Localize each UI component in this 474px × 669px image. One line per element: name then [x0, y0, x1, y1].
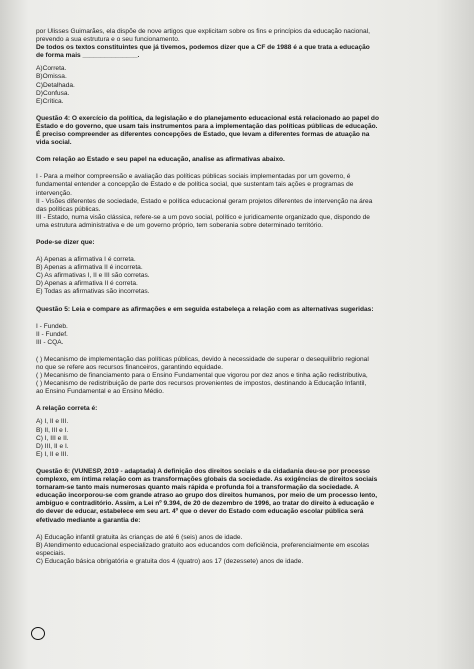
q4-option-a: A) Apenas a afirmativa I é correta. — [36, 256, 136, 264]
q3-option-c: C) Detalhada. — [36, 81, 75, 89]
q5-list-item: III - CQA. — [36, 338, 64, 346]
q5-item: ( ) Mecanismo de implementação das políticas públicas, devido à necessidade de superar o desequilíbrio regional — [36, 355, 369, 363]
q6-line: ambíguo e contraditório. Assim, a Lei nº 9.394, de 20 de dezembro de 1996, ao tratar do direito à educação e — [36, 500, 375, 508]
q3-option-b: B) Omissa. — [36, 73, 67, 81]
q6-option-b: B) Atendimento educacional especializado gratuito aos educandos com deficiência, preferencialmente em escolas — [36, 541, 370, 549]
q3-statement: De todos os textos constituintes que já tivemos, podemos dizer que a CF de 1988 é a que trata a educação — [36, 44, 370, 52]
q3-statement-2: de forma mais _______________. — [36, 52, 140, 60]
q5-option-e: E) I, II e III. — [36, 450, 69, 458]
q5-list-item: I - Fundeb. — [36, 322, 68, 330]
q5-option-d: D) III, II e I. — [36, 442, 69, 450]
q5-ask: A relação correta é: — [36, 405, 98, 413]
q5-list-item: II - Fundef. — [36, 330, 68, 338]
q5-option-c: C) I, III e II. — [36, 434, 69, 442]
q4-line-4: vida social. — [36, 139, 72, 147]
q4-line-2: Estado e do governo, que usam tais instrumentos para a implementação das políticas públicas de educação. — [36, 122, 378, 130]
q4-prompt: Com relação ao Estado e seu papel na educação, analise as afirmativas abaixo. — [36, 156, 285, 164]
q5-option-a: A) I, II e III. — [36, 418, 69, 426]
q4-item: uma estrutura administrativa e de um governo próprio, tem soberania sobre determinado território. — [36, 221, 323, 229]
q6-line: tornaram-se tanto mais numerosas quanto mais rápida e profunda foi a transformação da sociedade. A — [36, 484, 359, 492]
handwritten-circle-mark — [31, 627, 45, 640]
q3-option-a: A) Correta. — [36, 65, 67, 73]
q6-option-a: A) Educação infantil gratuita às crianças de até 6 (seis) anos de idade. — [36, 533, 243, 541]
q6-title: Questão 6: (VUNESP, 2019 - adaptada) A definição dos direitos sociais e da cidadania deu-se por processo — [36, 467, 370, 475]
q6-line: educação incorporou-se com grande atraso ao grupo dos direitos humanos, por meio de um processo lento, — [36, 492, 378, 500]
document-body — [36, 28, 456, 566]
q6-line: do dever de educar, estabelece em seu art. 4º que o dever do Estado com educação escolar pública será — [36, 508, 364, 516]
q4-item: fundamental entender a concepção de Estado e de política social, que sustentam tais ações e programas de — [36, 181, 354, 189]
q5-option-b: B) II, III e I. — [36, 426, 69, 434]
q4-option-d: D) Apenas a afirmativa II é correta. — [36, 280, 138, 288]
q4-item: II - Visões diferentes de sociedade, Estado e política educacional geram projetos diferentes de intervenção na área — [36, 197, 373, 205]
q4-item: I - Para a melhor compreensão e avaliação das políticas públicas sociais implementadas por um governo, é — [36, 173, 351, 181]
q6-line: efetivado mediante a garantia de: — [36, 516, 141, 524]
q4-line-3: É preciso compreender as diferentes concepções de Estado, que levam a diferentes formas de atuação na — [36, 131, 370, 139]
q5-item: ao Ensino Fundamental e ao Ensino Médio. — [36, 388, 164, 396]
q3-option-e: E) Crítica. — [36, 97, 64, 105]
intro-line-2: prevendo a sua estrutura e o seu funcionamento. — [36, 36, 180, 44]
q6-option-c: C) Educação básica obrigatória e gratuita dos 4 (quatro) aos 17 (dezessete) anos de idade. — [36, 557, 304, 565]
q5-title: Questão 5: Leia e compare as afirmações e em seguida estabeleça a relação com as alternativas sugeridas: — [36, 305, 374, 313]
q4-item: III - Estado, numa visão clássica, refere-se a um povo social, político e juridicamente organizado que, dispondo de — [36, 213, 370, 221]
q4-item: intervenção. — [36, 189, 72, 197]
q4-title: Questão 4: O exercício da política, da legislação e do planejamento educacional está relacionado ao papel do — [36, 114, 379, 122]
intro-line-1: por Ulisses Guimarães, ela dispõe de nove artigos que explicitam sobre os fins e princípios da educação nacional, — [36, 28, 370, 35]
q5-item: ( ) Mecanismo de financiamento para o Ensino Fundamental que vigorou por dez anos e tinha ação redistributiva, — [36, 372, 368, 380]
q4-item: das políticas públicas. — [36, 205, 101, 213]
q6-line: complexo, em íntima relação com as transformações globais da sociedade. As exigências de direitos sociais — [36, 476, 378, 484]
q4-ask: Pode-se dizer que: — [36, 238, 95, 246]
q6-option-b-cont: especiais. — [36, 549, 66, 557]
q3-option-d: D) Confusa. — [36, 89, 70, 97]
q5-item: no que se refere aos recursos financeiros, garantindo equidade. — [36, 364, 223, 371]
q4-option-b: B) Apenas a afirmativa II é incorreta. — [36, 264, 143, 272]
q5-item: ( ) Mecanismo de redistribuição de parte dos recursos provenientes de impostos, destinando à Educação Infantil, — [36, 380, 367, 388]
q4-option-e: E) Todas as afirmativas são incorretas. — [36, 288, 150, 296]
q4-option-c: C) As afirmativas I, II e III são corretas. — [36, 272, 150, 280]
